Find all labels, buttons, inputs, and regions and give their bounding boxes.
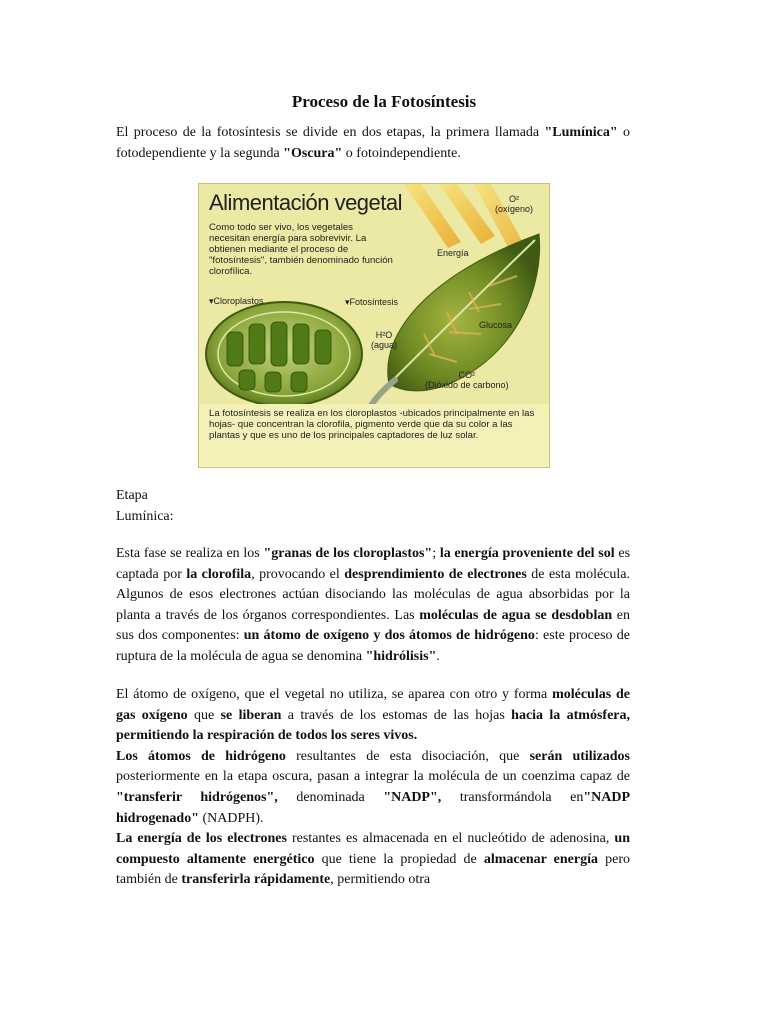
p2-bold-6: "transferir hidrógenos", [116, 789, 278, 805]
label-carbon-dioxide [425, 370, 509, 390]
p1-text-7: : este proceso de ruptura de la molécula de agua se denomina [116, 628, 630, 664]
p2-bold-3: hacia la atmósfera, permitiendo la respiración de todos los seres vivos. [116, 707, 630, 744]
figure-caption-box [199, 404, 549, 467]
label-glucose: Glucosa [479, 320, 513, 330]
intro-text-2: o fotodependiente y la segunda [116, 125, 631, 161]
p2-text-11: pero también de [116, 851, 630, 888]
p2-bold-8: "NADP hidrogenado" [116, 789, 630, 826]
p1-bold-4: desprendimiento de electrones [344, 566, 527, 582]
p1-text-8: . [436, 648, 440, 664]
intro-text-3: o fotoindependiente. [342, 145, 461, 161]
label-oxygen [495, 194, 533, 214]
p1-bold-1: "granas de los cloroplastos" [263, 546, 433, 561]
p2-text-2: que [187, 707, 221, 723]
label-water-sub: (agua) [371, 340, 398, 350]
p1-text-5: de esta molécula. Algunos de esos electrones actúan disociando las moléculas de agua absorbidas por la planta a través de los órganos correspondientes. Las [116, 566, 630, 623]
label-co2-sub: (Dióxido de carbono) [425, 380, 509, 390]
p1-bold-6: un átomo de oxígeno y dos átomos de hidrógeno [243, 628, 535, 644]
p2-text-7: transformándola en [441, 789, 584, 805]
label-co2: CO² [458, 370, 476, 380]
intro-text-1: El proceso de la fotosíntesis se divide en dos etapas, la primera llamada [116, 125, 545, 140]
label-photosynthesis: ▾Fotosíntesis [345, 297, 399, 307]
p2-text-3: a través de los estomas de las hojas [281, 707, 512, 723]
p2-text-4: resultantes de esta disociación, que [285, 748, 530, 764]
p1-bold-5: moléculas de agua se desdoblan [419, 607, 613, 623]
p2-text-9: restantes es almacenada en el nucleótido de adenosina, [286, 831, 615, 847]
label-oxygen-sub: (oxígeno) [495, 204, 534, 214]
p2-text-10: que tiene la propiedad de [314, 851, 484, 867]
p1-bold-3: la clorofila [186, 566, 252, 582]
intro-paragraph [116, 123, 630, 164]
page-title: Proceso de la Fotosíntesis [291, 92, 477, 111]
label-o2: O² [509, 194, 520, 204]
figure-title: Alimentación vegetal [209, 190, 403, 215]
label-chloroplasts: ▾Cloroplastos [209, 296, 264, 306]
paragraph-oxygen [116, 685, 630, 891]
p1-bold-2: la energía proveniente del sol [439, 546, 615, 561]
label-water [371, 330, 397, 350]
stage-line-1: Etapa [116, 488, 148, 503]
label-h2o: H²O [375, 330, 393, 340]
photosynthesis-figure [198, 183, 550, 468]
p2-text-5: posteriormente en la etapa oscura, pasan a integrar la molécula de un coenzima capaz de [116, 769, 630, 785]
figure-caption: La fotosíntesis se realiza en los cloroplastos -ubicados principalmente en las hojas- que concentran la clorofila, pigmento verde que da su color a las plantas y que es uno de los principales captadores de luz solar. [209, 408, 535, 442]
p1-text-2: ; [432, 546, 440, 561]
p2-text-6: denominada [277, 789, 384, 805]
figure-intro-text: Como todo ser vivo, los vegetales necesitan energía para sobrevivir. La obtienen mediante el proceso de "fotosíntesis", también denominado función clorofílica. [209, 222, 393, 277]
paragraph-luminica [116, 544, 630, 668]
p2-bold-11: almacenar energía [483, 851, 598, 867]
p2-bold-2: se liberan [220, 707, 282, 723]
p2-bold-1: moléculas de gas oxígeno [116, 687, 630, 723]
stage-line-2: Lumínica: [116, 508, 174, 524]
intro-bold-oscura: "Oscura" [283, 145, 343, 161]
p2-bold-10: un compuesto altamente energético [116, 831, 630, 867]
p1-text-6: en sus dos componentes: [116, 607, 630, 644]
p2-text-8: (NADPH). [198, 810, 264, 826]
p2-text-1: El átomo de oxígeno, que el vegetal no utiliza, se aparea con otro y forma [116, 687, 553, 702]
p2-text-12: , permitiendo otra [330, 872, 431, 888]
chloroplast-shape [206, 302, 362, 406]
p1-text-4: , provocando el [251, 566, 345, 582]
p2-bold-9: La energía de los electrones [116, 831, 287, 847]
p1-text-3: es captada por [116, 546, 631, 582]
p2-bold-4: Los átomos de hidrógeno [116, 748, 286, 764]
intro-bold-luminica: "Lumínica" [544, 125, 618, 140]
p1-bold-7: "hidrólisis" [365, 648, 437, 664]
p2-bold-7: "NADP", [383, 789, 442, 805]
p2-bold-5: serán utilizados [529, 748, 631, 764]
p1-text-1: Esta fase se realiza en los [116, 546, 264, 561]
stage-heading [116, 486, 630, 527]
p2-bold-12: transferirla rápidamente [181, 872, 331, 888]
label-energy: Energía [437, 248, 469, 258]
